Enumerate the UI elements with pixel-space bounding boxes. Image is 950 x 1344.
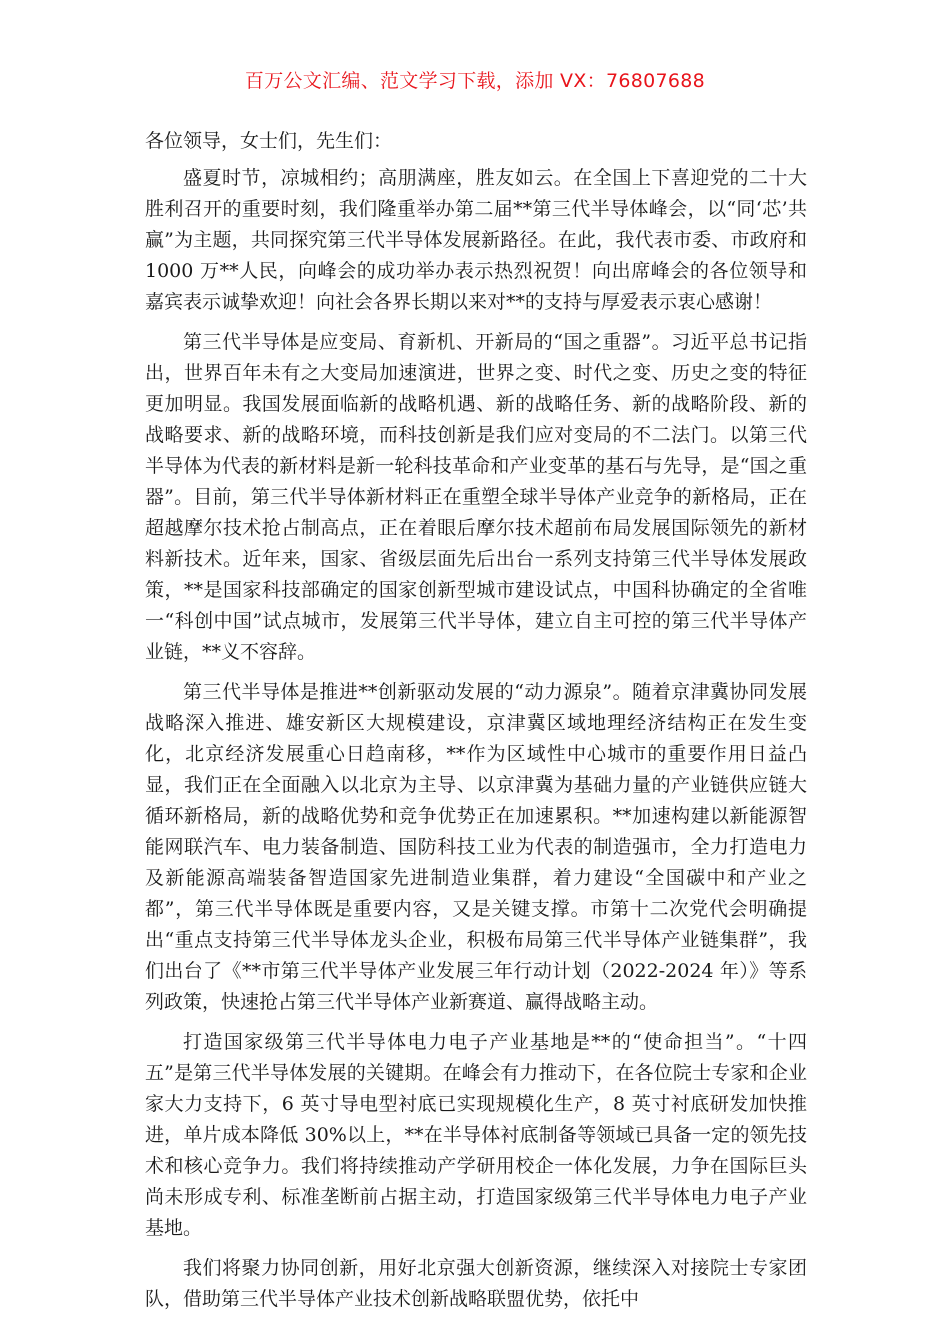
- paragraph-innovation-driver: 第三代半导体是推进**创新驱动发展的“动力源泉”。随着京津冀协同发展战略深入推进、雄安新区大规模建设，京津冀区域地理经济结构正在发生变化，北京经济发展重心日趋南移，**作为区域性中心城市的重要作用日益凸显，我们正在全面融入以北京为主导、以京津冀为基础力量的产业链供应链大循环新格局，新的战略优势和竞争优势正在加速累积。**加速构建以新能源智能网联汽车、电力装备制造、国防科技工业为代表的制造强市，全力打造电力及新能源高端装备智造国家先进制造业集群，着力建设“全国碳中和产业之都”，第三代半导体既是重要内容，又是关键支撑。市第十二次党代会明确提出“重点支持第三代半导体龙头企业，积极布局第三代半导体产业链集群”，我们出台了《**市第三代半导体产业发展三年行动计划（2022-2024 年）》等系列政策，快速抢占第三代半导体产业新赛道、赢得战略主动。: [145, 681, 807, 1013]
- paragraph-collaborative-innovation: 我们将聚力协同创新，用好北京强大创新资源，继续深入对接院士专家团队，借助第三代半导体产业技术创新战略联盟优势，依托中: [145, 1257, 807, 1310]
- paragraph-industry-base: 打造国家级第三代半导体电力电子产业基地是**的“使命担当”。“十四五”是第三代半导体发展的关键期。在峰会有力推动下，在各位院士专家和企业家大力支持下，6 英寸导电型衬底已实现规模化生产，8 英寸衬底研发加快推进，单片成本降低 30%以上，**在半导体衬底制备等领域已具备一定的领先技术和核心竞争力。我们将持续推动产学研用校企一体化发展，力争在国际巨头尚未形成专利、标准垄断前占据主动，打造国家级第三代半导体电力电子产业基地。: [145, 1031, 807, 1239]
- salutation: 各位领导，女士们，先生们：: [145, 130, 393, 152]
- paragraph-national-importance: 第三代半导体是应变局、育新机、开新局的“国之重器”。习近平总书记指出，世界百年未有之大变局加速演进，世界之变、时代之变、历史之变的特征更加明显。我国发展面临新的战略机遇、新的战略任务、新的战略阶段、新的战略要求、新的战略环境，而科技创新是我们应对变局的不二法门。以第三代半导体为代表的新材料是新一轮科技革命和产业变革的基石与先导，是“国之重器”。目前，第三代半导体新材料正在重塑全球半导体产业竞争的新格局，正在超越摩尔技术抢占制高点，正在着眼后摩尔技术超前布局发展国际领先的新材料新技术。近年来，国家、省级层面先后出台一系列支持第三代半导体发展政策，**是国家科技部确定的国家创新型城市建设试点，中国科协确定的全省唯一“科创中国”试点城市，发展第三代半导体，建立自主可控的第三代半导体产业链，**义不容辞。: [145, 331, 807, 663]
- watermark-header: 百万公文汇编、范文学习下载，添加 VX：76807688: [244, 70, 706, 92]
- speech-body: [145, 126, 807, 1324]
- paragraph-opening: 盛夏时节，凉城相约；高朋满座，胜友如云。在全国上下喜迎党的二十大胜利召开的重要时刻，我们隆重举办第二届**第三代半导体峰会，以“同‘芯’共赢”为主题，共同探究第三代半导体发展新路径。在此，我代表市委、市政府和 1000 万**人民，向峰会的成功举办表示热烈祝贺！向出席峰会的各位领导和嘉宾表示诚挚欢迎！向社会各界长期以来对**的支持与厚爱表示衷心感谢！: [145, 167, 807, 313]
